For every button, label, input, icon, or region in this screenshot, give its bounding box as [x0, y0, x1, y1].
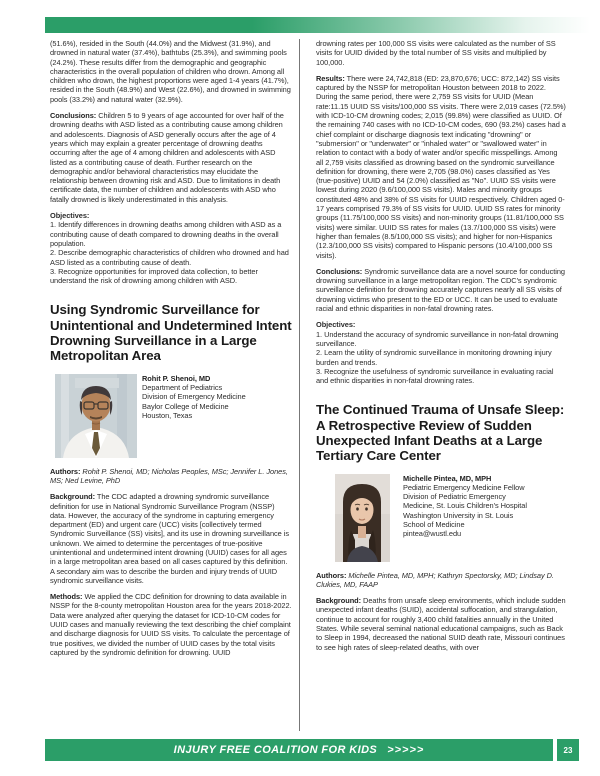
results-text: There were 24,742,818 (ED: 23,870,676; UCC: 872,142) SS visits captured by the NSSP for metropolitan Houston between 2018 to 2022. During the same period, there were 2,759 SS visits for UUID (Mean rate:11.15 UUID SS visits/100,000 SS visits. There were 2,019 cases (72.5%) with ICD-10-CM drowning codes; 2,015 (99.8%) were classified as UUID. Of the remaining 740 cases with no ICD-10-CM codes, 690 (93.2%) cases had a chief complaint or discharge diagnosis text indicating "drowning" or "submersion" or "underwater" or "inhaled water" or "swallowed water" in relation to contact with a body of water and/or specific misspellings. Among all 2,759 visits classified as drowning based on the syndromic surveillance definition for drowning, there were 2,705 (98.0%) cases classified as Yes (true-positive) UUID and 54 (2.0%) classified as "No". UUID SS visits were lowest during 2020 (9.6/100,000 SS visits). Males and minority groups constituted 48% and 38% of SS visits for UUID respectively. Children aged 0-17 years comprised 79.3% of SS visits for UUID. UUID SS rates for minority groups (11.75/100,000 SS visits) and non-minority groups (11.81/100,000 SS visits) were similar. UUID SS rates for males (13.7/100,000 SS visits) were higher than females (8.5/100,000 SS visits); and higher for non-Hispanics (12.3/100,000 SS visits) compared to Hispanic persons (10.4/100,000 SS visits).	[316, 73, 566, 260]
methods-paragraph	[50, 592, 292, 657]
page-content	[50, 39, 566, 731]
affiliation-line: Washington University in St. Louis	[403, 510, 514, 520]
presenter-photo-pintea	[335, 474, 390, 562]
presenter-block-shenoi	[55, 374, 292, 458]
conclusions-label: Conclusions:	[316, 266, 363, 276]
right-column	[299, 39, 566, 731]
affiliation-line: Pediatric Emergency Medicine Fellow	[403, 482, 525, 492]
continuation-paragraph	[316, 39, 566, 67]
presenter-photo-shenoi	[55, 374, 137, 458]
background-paragraph	[50, 492, 292, 585]
conclusions-label: Conclusions:	[50, 111, 97, 121]
top-gradient-bar	[45, 17, 590, 33]
background-text: Deaths from unsafe sleep environments, which include sudden unexpected infant deaths (SUID), accidental suffocation, and strangulation, continue to account for roughly 3,400 child fatalities annually in the United States. While several seminal national educational campaigns, such as Back to Sleep in 1994, decreased the national SUID death rate, Missouri continues to see high rates of sleep-related deaths, with over	[316, 596, 566, 652]
presenter-info	[142, 374, 246, 458]
objectives-label: Objectives:	[316, 320, 356, 330]
affiliation-line: School of Medicine	[403, 520, 465, 530]
objective-item: 2. Learn the utility of syndromic surveillance in monitoring drowning injury burden and trends.	[316, 348, 552, 367]
affiliation-line: Division of Emergency Medicine	[142, 392, 246, 402]
presenter-info	[403, 474, 527, 562]
left-column	[50, 39, 292, 731]
background-paragraph	[316, 596, 566, 652]
background-label: Background:	[316, 596, 362, 606]
objective-item: 1. Understand the accuracy of syndromic surveillance in non-fatal drowning surveillance.	[316, 329, 559, 348]
continuation-text: drowning rates per 100,000 SS visits were calculated as the number of SS visits for UUID divided by the total number of SS visits and multiplied by 100,000.	[316, 39, 556, 67]
methods-text: We applied the CDC definition for drowning to data available in NSSP for the 8-county metropolitan Houston area for the years 2018-2022. Data were analyzed after querying the dataset for ICD-10-CM codes for UUID cases and manually reviewing the text describing the chief complaint and discharge diagnosis for UUID SS visits. To calculate the percentage of true positives, we divided the number of UUID cases by the total visits captured by the syndromic definition for drowning. UUID	[50, 592, 292, 657]
page-footer	[0, 739, 600, 762]
presenter-name: Michelle Pintea, MD, MPH	[403, 473, 492, 483]
affiliation-line: Houston, Texas	[142, 410, 193, 420]
objective-item: 3. Recognize the usefulness of syndromic surveillance in evaluating racial and ethnic disparities in non-fatal drowning rates.	[316, 366, 554, 386]
conclusions-text: Children 5 to 9 years of age accounted for over half of the drowning deaths with ASD listed as a contributing cause among children and adolescents. Diagnosis of ASD generally occurs after the age of 4 years which may explain a greater percentage of drowning deaths occurring after the age of 4 among children and adolescents with ASD listed as a contributing cause of death. Further research on the demographic and/or behavioral characteristics may elucidate the relationship between drowning risk and ASD. Due to limitations in death certificate data, the number of children and adolescents with ASD who fatally drowned is likely underestimated in this analysis.	[50, 111, 284, 204]
abstract-title-syndromic-surveillance: Using Syndromic Surveillance for Unintentional and Undetermined Intent Drowning Surveillance in a Large Metropolitan Area	[50, 302, 292, 364]
authors-paragraph	[316, 571, 566, 590]
presenter-name: Rohit P. Shenoi, MD	[142, 373, 211, 383]
affiliation-line: Medicine, St. Louis Children's Hospital	[403, 501, 527, 511]
objectives-block	[316, 320, 566, 385]
footer-arrows: >>>>>	[387, 744, 425, 756]
background-text: The CDC adapted a drowning syndromic surveillance definition for use in National Syndromic Surveillance Program (NSSP) data. However, the accuracy of the syndrome in capturing emergency department (ED) and urgent care (UCC) visits [collectively termed Syndromic Surveillance (SS) visits], and its use in drowning surveillance is unknown. We aimed to determine the percentages of true-positive unintentional and undetermined intent drowning (UUID) cases for all ages in a large metropolitan area based on all cases captured by this definition. A secondary aim was to describe the burden and injury trends of UUID syndromic surveillance visits.	[50, 492, 289, 585]
affiliation-line: Baylor College of Medicine	[142, 401, 229, 411]
conclusions-text: Syndromic surveillance data are a novel source for conducting drowning surveillance in a large metropolitan region. The CDC's syndromic surveillance definition for drowning accurately captures nearly all SS visits of drowning victims who present to the ED or UCC. It can be used to evaluate racial and ethnic disparities in non-fatal drowning rates.	[316, 266, 565, 314]
objectives-label: Objectives:	[50, 211, 90, 221]
objective-item: 1. Identify differences in drowning deaths among children with ASD as a contributing cause of death compared to drowning deaths in the overall population.	[50, 220, 282, 248]
footer-banner	[45, 739, 553, 761]
authors-label: Authors:	[316, 570, 347, 580]
continuation-text: (51.6%), resided in the South (44.0%) and the Midwest (31.9%), and drowned in natural water (37.4%), bathtubs (25.3%), and swimming pools (24.2%). These results differ from the demographic and geographic characteristics in the overall population of children who drown. Among all children who drown, the highest proportions were aged 1-4 years (41.7%), resided in the South (48.9%) and West (22.6%), and drowned in swimming pools (33.2%) and natural water (32.9%).	[50, 39, 291, 104]
continuation-paragraph	[50, 39, 292, 104]
footer-banner-text: INJURY FREE COALITION FOR KIDS	[173, 744, 378, 756]
authors-label: Authors:	[50, 466, 81, 476]
presenter-email: pintea@wustl.edu	[403, 529, 462, 539]
authors-text: Michelle Pintea, MD, MPH; Kathryn Spectorsky, MD; Lindsay D. Clukies, MD, FAAP	[316, 570, 554, 589]
authors-paragraph	[50, 467, 292, 486]
results-label: Results:	[316, 73, 345, 83]
affiliation-line: Division of Pediatric Emergency	[403, 492, 506, 502]
background-label: Background:	[50, 492, 96, 502]
objective-item: 3. Recognize opportunities for improved data collection, to better understand the risk of drowning among children with ASD.	[50, 266, 258, 286]
conclusions-paragraph	[50, 111, 292, 204]
page-number: 23	[557, 739, 579, 761]
methods-label: Methods:	[50, 592, 83, 602]
affiliation-line: Department of Pediatrics	[142, 382, 223, 392]
objectives-block	[50, 211, 292, 285]
abstract-title-unsafe-sleep: The Continued Trauma of Unsafe Sleep: A Retrospective Review of Sudden Unexpected Infant Deaths at a Large Tertiary Care Center	[316, 402, 565, 464]
objective-item: 2. Describe demographic characteristics of children who drowned and had ASD listed as a contributing cause of death.	[50, 248, 289, 267]
conclusions-paragraph	[316, 267, 566, 313]
presenter-block-pintea	[335, 474, 566, 562]
authors-text: Rohit P. Shenoi, MD; Nicholas Peoples, MSc; Jennifer L. Jones, MS; Ned Levine, PhD	[50, 466, 288, 485]
results-paragraph	[316, 74, 566, 260]
